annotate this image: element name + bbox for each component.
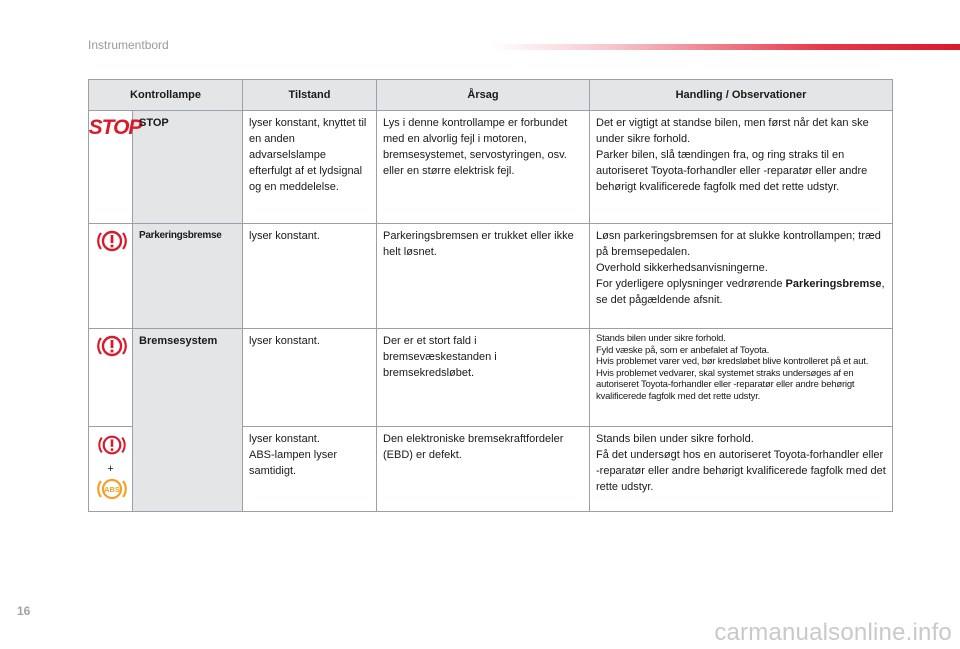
icon-cell xyxy=(89,224,133,329)
column-header-tilstand: Tilstand xyxy=(243,80,377,111)
state-text: lyser konstant. xyxy=(243,329,377,427)
action-text-part: , se det pågældende afsnit. xyxy=(596,278,885,306)
watermark: carmanualsonline.info xyxy=(714,619,952,646)
column-header-handling: Handling / Observationer xyxy=(590,80,893,111)
brake-warning-icon xyxy=(95,433,129,462)
svg-text:STOP: STOP xyxy=(88,116,142,139)
table-header-row xyxy=(89,80,893,111)
cause-text: Den elektroniske bremsekraftfordeler (EBD) er defekt. xyxy=(377,427,590,512)
cause-text: Parkeringsbremsen er trukket eller ikke helt løsnet. xyxy=(377,224,590,329)
column-header-kontrollampe: Kontrollampe xyxy=(89,80,243,111)
warning-lamp-table xyxy=(88,79,893,512)
table-row xyxy=(89,329,893,427)
action-text xyxy=(590,224,893,329)
section-title: Instrumentbord xyxy=(88,38,169,52)
stop-lamp-icon xyxy=(88,115,142,142)
plus-sign: + xyxy=(107,463,114,475)
lamp-name: STOP xyxy=(133,111,243,224)
action-text: Det er vigtigt at standse bilen, men først når det kan ske under sikre forhold. Parker bilen, slå tændingen fra, og ring straks til en autoriseret Toyota-forhandler eller -reparatør eller andre behørigt kvalificerede fagfolk med det rette udstyr. xyxy=(590,111,893,224)
table-row xyxy=(89,224,893,329)
lamp-name: Bremsesystem xyxy=(133,329,243,512)
action-text: Stands bilen under sikre forhold. Fyld væske på, som er anbefalet af Toyota. Hvis problemet varer ved, bør kredsløbet blive kontrolleret på et aut. Hvis problemet vedvarer, skal systemet straks undersøges af en autoriseret Toyota-forhandler eller -reparatør eller andre behørigt kvalificerede fagfolk med det rette udstyr. xyxy=(590,329,893,427)
header-accent-bar xyxy=(490,44,960,50)
state-text: lyser konstant. xyxy=(243,224,377,329)
brake-warning-icon xyxy=(95,228,129,259)
page-number: 16 xyxy=(17,604,31,618)
action-text-part: Løsn parkeringsbremsen for at slukke kontrollampen; træd på bremsepedalen. Overhold sikkerhedsanvisningerne. For yderligere oplysninger vedrørende xyxy=(596,230,881,290)
icon-cell xyxy=(88,111,142,224)
abs-warning-icon xyxy=(95,476,129,507)
icon-cell xyxy=(89,329,133,427)
svg-text:ABS: ABS xyxy=(104,485,120,494)
action-text-bold: Parkeringsbremse xyxy=(785,278,882,290)
state-text: lyser konstant, knyttet til en anden advarselslampe efterfulgt af et lydsignal og en meddelelse. xyxy=(243,111,377,224)
state-text: lyser konstant. ABS-lampen lyser samtidigt. xyxy=(243,427,377,512)
icon-cell xyxy=(89,427,133,512)
cause-text: Lys i denne kontrollampe er forbundet med en alvorlig fejl i motoren, bremsesystemet, servostyringen, osv. eller en større elektrisk fejl. xyxy=(377,111,590,224)
action-text: Stands bilen under sikre forhold. Få det undersøgt hos en autoriseret Toyota-forhandler eller -reparatør eller andre behørigt kvalificerede fagfolk med det rette udstyr. xyxy=(590,427,893,512)
lamp-name: Parkeringsbremse xyxy=(133,224,243,329)
brake-warning-icon xyxy=(95,333,129,364)
column-header-arsag: Årsag xyxy=(377,80,590,111)
table-row xyxy=(89,111,893,224)
cause-text: Der er et stort fald i bremsevæskestanden i bremsekredsløbet. xyxy=(377,329,590,427)
